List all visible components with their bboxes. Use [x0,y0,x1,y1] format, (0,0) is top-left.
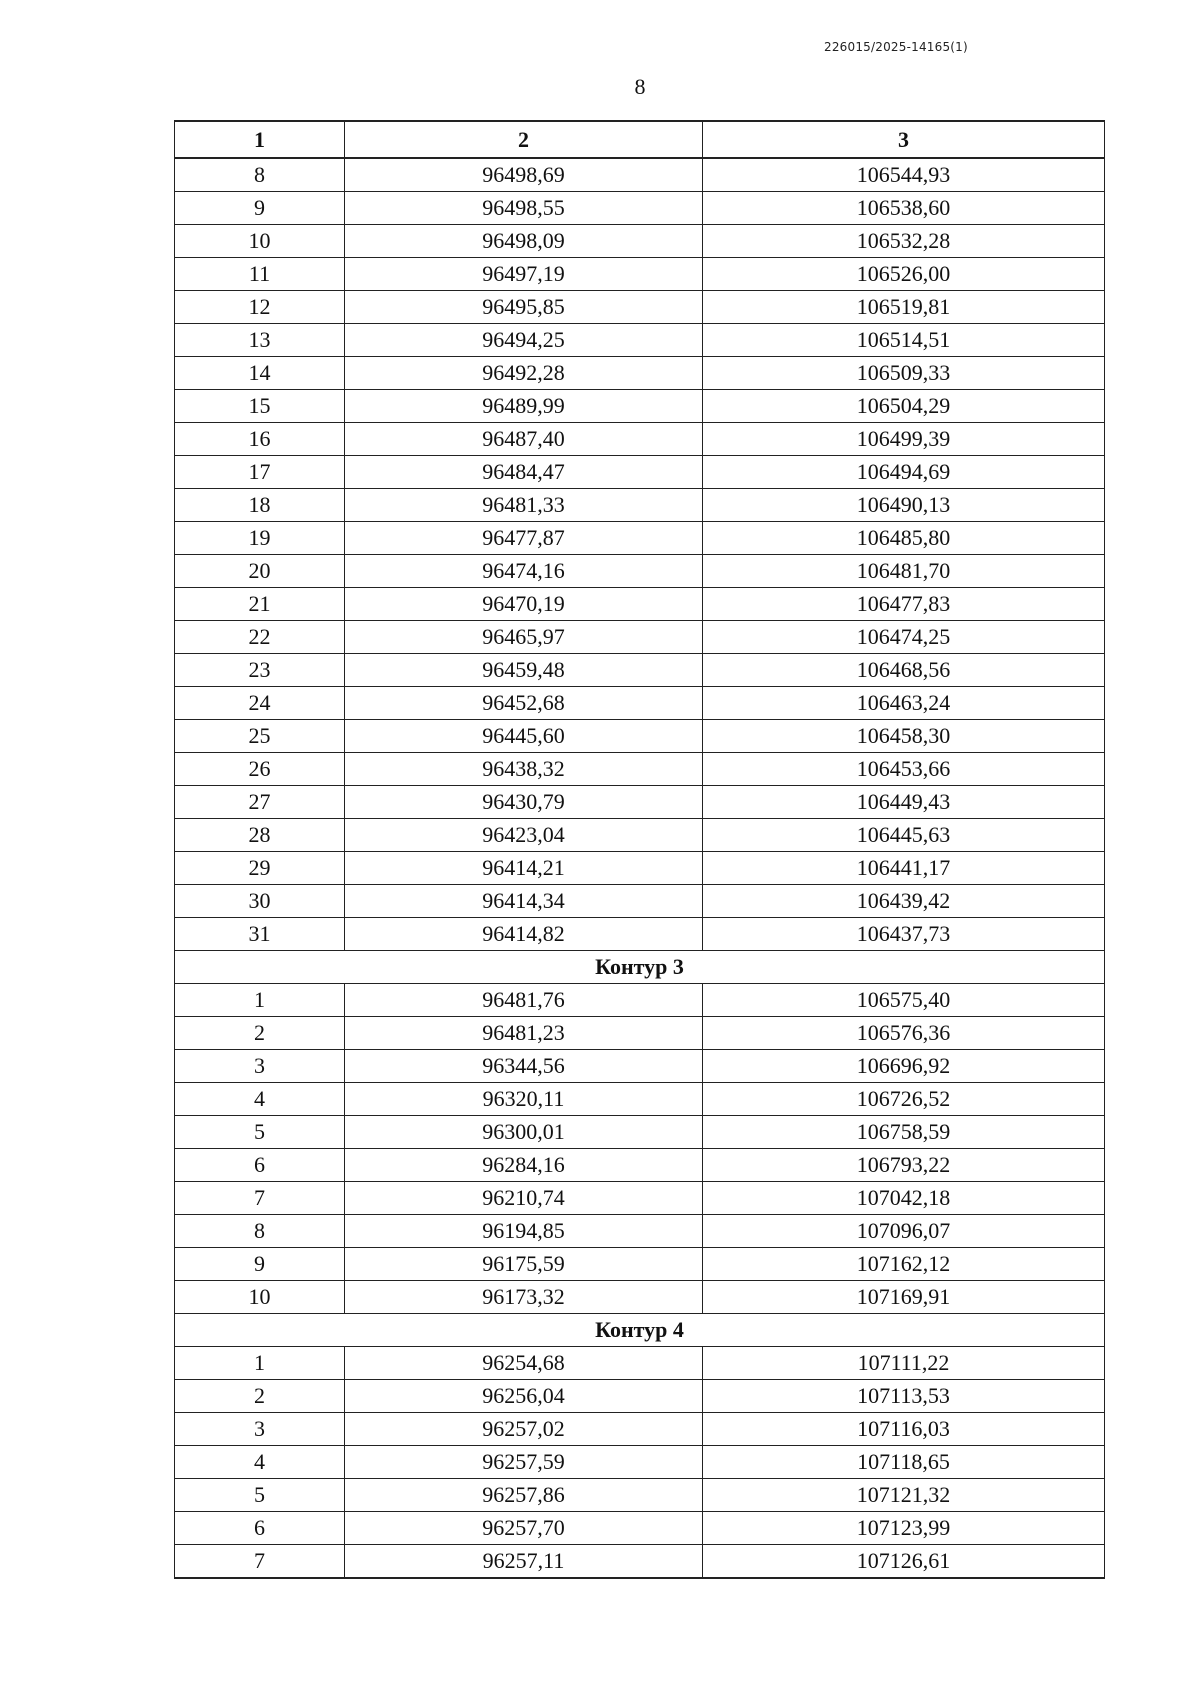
table-row [175,390,1105,423]
point-number-cell: 5 [175,1479,345,1512]
table-row [175,720,1105,753]
table-row [175,1281,1105,1314]
x-coordinate-cell: 96175,59 [345,1248,703,1281]
point-number-cell: 1 [175,984,345,1017]
section-title: Контур 3 [175,951,1105,984]
table-row [175,1083,1105,1116]
table-row [175,786,1105,819]
point-number-cell: 10 [175,225,345,258]
y-coordinate-cell: 106575,40 [703,984,1105,1017]
x-coordinate-cell: 96452,68 [345,687,703,720]
y-coordinate-cell: 106758,59 [703,1116,1105,1149]
y-coordinate-cell: 106499,39 [703,423,1105,456]
section-row [175,951,1105,984]
x-coordinate-cell: 96414,21 [345,852,703,885]
point-number-cell: 6 [175,1512,345,1545]
y-coordinate-cell: 106439,42 [703,885,1105,918]
point-number-cell: 4 [175,1446,345,1479]
point-number-cell: 2 [175,1380,345,1413]
table-row [175,423,1105,456]
x-coordinate-cell: 96489,99 [345,390,703,423]
y-coordinate-cell: 107126,61 [703,1545,1105,1579]
point-number-cell: 3 [175,1050,345,1083]
y-coordinate-cell: 106477,83 [703,588,1105,621]
table-row [175,456,1105,489]
x-coordinate-cell: 96498,69 [345,158,703,192]
point-number-cell: 22 [175,621,345,654]
table-row [175,621,1105,654]
table-row [175,984,1105,1017]
y-coordinate-cell: 106538,60 [703,192,1105,225]
x-coordinate-cell: 96414,82 [345,918,703,951]
y-coordinate-cell: 106726,52 [703,1083,1105,1116]
y-coordinate-cell: 106445,63 [703,819,1105,852]
table-row [175,1413,1105,1446]
point-number-cell: 28 [175,819,345,852]
coordinates-table [174,120,1105,1579]
table-row [175,1050,1105,1083]
y-coordinate-cell: 107042,18 [703,1182,1105,1215]
y-coordinate-cell: 107118,65 [703,1446,1105,1479]
x-coordinate-cell: 96430,79 [345,786,703,819]
table-body [175,158,1105,1578]
x-coordinate-cell: 96257,02 [345,1413,703,1446]
point-number-cell: 26 [175,753,345,786]
table-row [175,158,1105,192]
point-number-cell: 12 [175,291,345,324]
table-row [175,588,1105,621]
point-number-cell: 16 [175,423,345,456]
point-number-cell: 4 [175,1083,345,1116]
y-coordinate-cell: 107162,12 [703,1248,1105,1281]
x-coordinate-cell: 96494,25 [345,324,703,357]
x-coordinate-cell: 96414,34 [345,885,703,918]
y-coordinate-cell: 106485,80 [703,522,1105,555]
table-row [175,1017,1105,1050]
x-coordinate-cell: 96481,76 [345,984,703,1017]
y-coordinate-cell: 106453,66 [703,753,1105,786]
point-number-cell: 18 [175,489,345,522]
table-row [175,258,1105,291]
point-number-cell: 27 [175,786,345,819]
table-row [175,522,1105,555]
y-coordinate-cell: 106481,70 [703,555,1105,588]
table-row [175,654,1105,687]
x-coordinate-cell: 96465,97 [345,621,703,654]
x-coordinate-cell: 96257,59 [345,1446,703,1479]
y-coordinate-cell: 106494,69 [703,456,1105,489]
table-row [175,1545,1105,1579]
table-row [175,1215,1105,1248]
table-row [175,1149,1105,1182]
y-coordinate-cell: 106463,24 [703,687,1105,720]
table-row [175,324,1105,357]
x-coordinate-cell: 96257,11 [345,1545,703,1579]
y-coordinate-cell: 106576,36 [703,1017,1105,1050]
y-coordinate-cell: 107121,32 [703,1479,1105,1512]
y-coordinate-cell: 107123,99 [703,1512,1105,1545]
y-coordinate-cell: 106437,73 [703,918,1105,951]
y-coordinate-cell: 106514,51 [703,324,1105,357]
x-coordinate-cell: 96173,32 [345,1281,703,1314]
x-coordinate-cell: 96344,56 [345,1050,703,1083]
y-coordinate-cell: 106449,43 [703,786,1105,819]
point-number-cell: 21 [175,588,345,621]
x-coordinate-cell: 96257,86 [345,1479,703,1512]
table-row [175,918,1105,951]
point-number-cell: 17 [175,456,345,489]
table-row [175,357,1105,390]
x-coordinate-cell: 96320,11 [345,1083,703,1116]
y-coordinate-cell: 107096,07 [703,1215,1105,1248]
x-coordinate-cell: 96477,87 [345,522,703,555]
table-row [175,291,1105,324]
point-number-cell: 8 [175,1215,345,1248]
point-number-cell: 15 [175,390,345,423]
x-coordinate-cell: 96438,32 [345,753,703,786]
x-coordinate-cell: 96492,28 [345,357,703,390]
y-coordinate-cell: 106509,33 [703,357,1105,390]
x-coordinate-cell: 96497,19 [345,258,703,291]
table-row [175,819,1105,852]
y-coordinate-cell: 106793,22 [703,1149,1105,1182]
x-coordinate-cell: 96256,04 [345,1380,703,1413]
point-number-cell: 2 [175,1017,345,1050]
point-number-cell: 25 [175,720,345,753]
column-header-2: 2 [345,121,703,158]
table-row [175,687,1105,720]
x-coordinate-cell: 96484,47 [345,456,703,489]
point-number-cell: 14 [175,357,345,390]
section-row [175,1314,1105,1347]
point-number-cell: 31 [175,918,345,951]
point-number-cell: 9 [175,1248,345,1281]
y-coordinate-cell: 106519,81 [703,291,1105,324]
y-coordinate-cell: 107111,22 [703,1347,1105,1380]
section-title: Контур 4 [175,1314,1105,1347]
table-row [175,1479,1105,1512]
table-row [175,753,1105,786]
y-coordinate-cell: 106458,30 [703,720,1105,753]
y-coordinate-cell: 106544,93 [703,158,1105,192]
table-header-row [175,121,1105,158]
x-coordinate-cell: 96210,74 [345,1182,703,1215]
x-coordinate-cell: 96284,16 [345,1149,703,1182]
point-number-cell: 11 [175,258,345,291]
x-coordinate-cell: 96470,19 [345,588,703,621]
x-coordinate-cell: 96300,01 [345,1116,703,1149]
x-coordinate-cell: 96459,48 [345,654,703,687]
x-coordinate-cell: 96495,85 [345,291,703,324]
y-coordinate-cell: 107113,53 [703,1380,1105,1413]
x-coordinate-cell: 96474,16 [345,555,703,588]
column-header-3: 3 [703,121,1105,158]
x-coordinate-cell: 96257,70 [345,1512,703,1545]
point-number-cell: 19 [175,522,345,555]
y-coordinate-cell: 106474,25 [703,621,1105,654]
point-number-cell: 29 [175,852,345,885]
x-coordinate-cell: 96487,40 [345,423,703,456]
point-number-cell: 23 [175,654,345,687]
x-coordinate-cell: 96498,55 [345,192,703,225]
table-row [175,1380,1105,1413]
table-row [175,192,1105,225]
table-row [175,489,1105,522]
point-number-cell: 7 [175,1182,345,1215]
point-number-cell: 8 [175,158,345,192]
table-row [175,885,1105,918]
y-coordinate-cell: 106532,28 [703,225,1105,258]
table-row [175,1446,1105,1479]
table-row [175,225,1105,258]
x-coordinate-cell: 96481,23 [345,1017,703,1050]
y-coordinate-cell: 107116,03 [703,1413,1105,1446]
page-number: 8 [634,74,646,99]
point-number-cell: 1 [175,1347,345,1380]
point-number-cell: 9 [175,192,345,225]
table-row [175,1182,1105,1215]
table-row [175,555,1105,588]
table-row [175,1116,1105,1149]
table-row [175,1248,1105,1281]
x-coordinate-cell: 96498,09 [345,225,703,258]
column-header-1: 1 [175,121,345,158]
y-coordinate-cell: 106441,17 [703,852,1105,885]
y-coordinate-cell: 106526,00 [703,258,1105,291]
point-number-cell: 24 [175,687,345,720]
y-coordinate-cell: 106468,56 [703,654,1105,687]
x-coordinate-cell: 96481,33 [345,489,703,522]
document-id: 226015/2025-14165(1) [824,40,968,54]
table-row [175,852,1105,885]
x-coordinate-cell: 96194,85 [345,1215,703,1248]
point-number-cell: 6 [175,1149,345,1182]
point-number-cell: 30 [175,885,345,918]
y-coordinate-cell: 106696,92 [703,1050,1105,1083]
point-number-cell: 7 [175,1545,345,1579]
y-coordinate-cell: 106490,13 [703,489,1105,522]
table-row [175,1512,1105,1545]
point-number-cell: 3 [175,1413,345,1446]
point-number-cell: 5 [175,1116,345,1149]
point-number-cell: 10 [175,1281,345,1314]
point-number-cell: 13 [175,324,345,357]
point-number-cell: 20 [175,555,345,588]
table-row [175,1347,1105,1380]
x-coordinate-cell: 96445,60 [345,720,703,753]
y-coordinate-cell: 107169,91 [703,1281,1105,1314]
x-coordinate-cell: 96254,68 [345,1347,703,1380]
y-coordinate-cell: 106504,29 [703,390,1105,423]
x-coordinate-cell: 96423,04 [345,819,703,852]
